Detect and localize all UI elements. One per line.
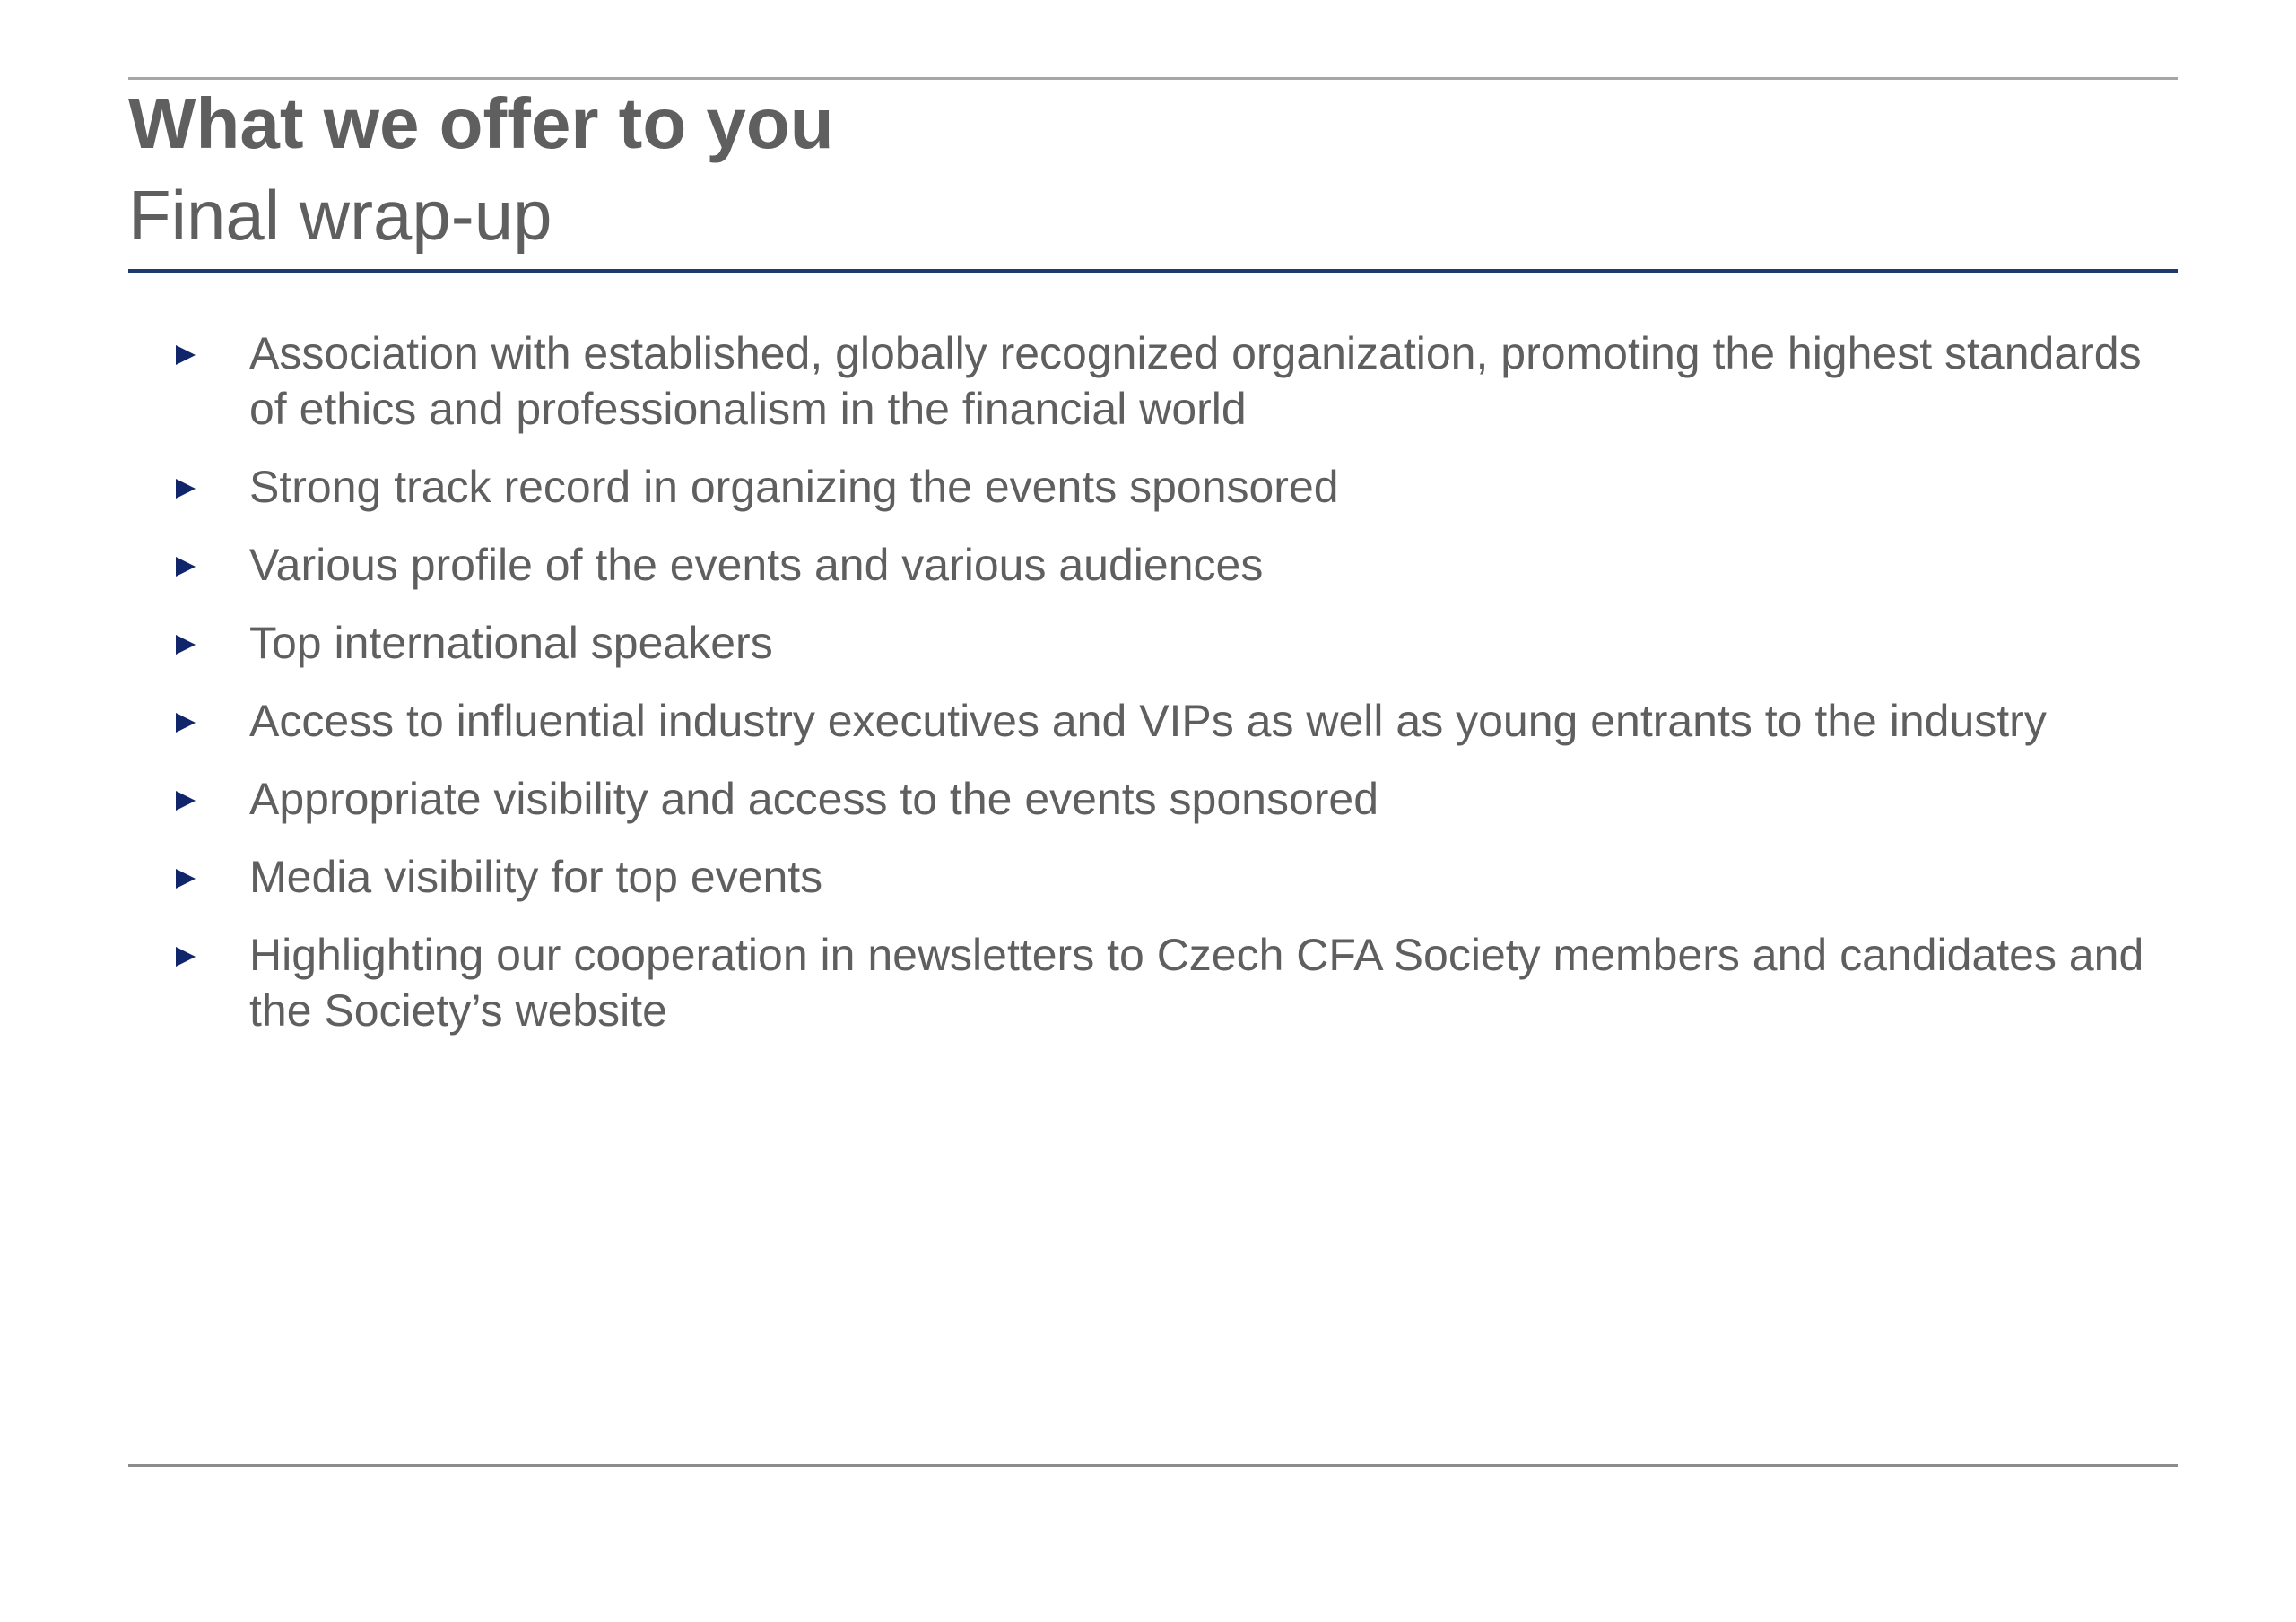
bullet-text: Association with established, globally recognized organization, promoting the highest standards of ethics and professionalism in the financial world bbox=[249, 328, 2142, 434]
bullet-list bbox=[170, 325, 2188, 1061]
bullet-text: Access to influential industry executives and VIPs as well as young entrants to the industry bbox=[249, 696, 2047, 746]
slide-title: What we offer to you bbox=[128, 83, 834, 163]
triangle-bullet-icon bbox=[176, 947, 196, 967]
triangle-bullet-icon bbox=[176, 713, 196, 733]
bullet-text: Highlighting our cooperation in newsletters to Czech CFA Society members and candidates and the Society’s website bbox=[249, 930, 2144, 1036]
title-underline bbox=[128, 269, 2178, 273]
bullet-item bbox=[170, 537, 2188, 593]
triangle-bullet-icon bbox=[176, 557, 196, 577]
bullet-text: Media visibility for top events bbox=[249, 852, 823, 902]
bottom-divider bbox=[128, 1464, 2178, 1467]
bullet-item bbox=[170, 459, 2188, 515]
bullet-item bbox=[170, 693, 2188, 749]
bullet-item bbox=[170, 771, 2188, 827]
triangle-bullet-icon bbox=[176, 479, 196, 499]
bullet-text: Strong track record in organizing the events sponsored bbox=[249, 462, 1339, 512]
bullet-text: Appropriate visibility and access to the events sponsored bbox=[249, 774, 1379, 824]
triangle-bullet-icon bbox=[176, 869, 196, 889]
triangle-bullet-icon bbox=[176, 791, 196, 811]
bullet-text: Various profile of the events and various audiences bbox=[249, 540, 1264, 590]
triangle-bullet-icon bbox=[176, 635, 196, 655]
bullet-item bbox=[170, 325, 2188, 437]
triangle-bullet-icon bbox=[176, 345, 196, 365]
bullet-item bbox=[170, 849, 2188, 905]
bullet-text: Top international speakers bbox=[249, 618, 773, 668]
bullet-item bbox=[170, 615, 2188, 671]
slide-subtitle: Final wrap-up bbox=[128, 176, 552, 255]
bullet-item bbox=[170, 927, 2188, 1038]
